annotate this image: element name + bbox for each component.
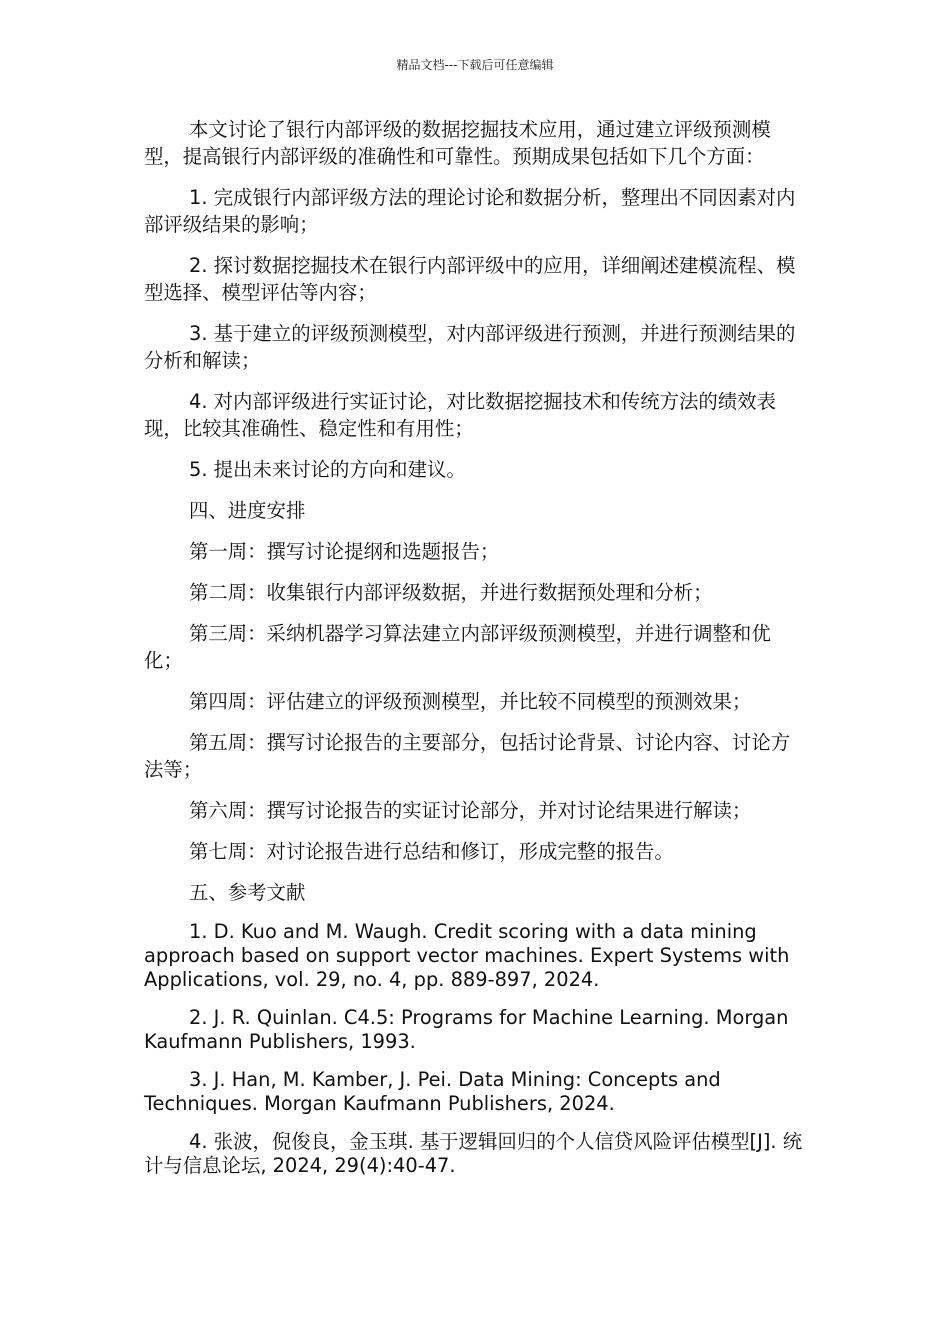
schedule-week-4: 第四周：评估建立的评级预测模型，并比较不同模型的预测效果； [189,690,752,713]
outcome-item-5: 5. 提出未来讨论的方向和建议。 [189,458,466,481]
schedule-week-3: 第三周：采纳机器学习算法建立内部评级预测模型，并进行调整和优化； [144,622,771,672]
document-body [144,116,809,1192]
reference-item-2: 2. J. R. Quinlan. C4.5: Programs for Machine Learning. Morgan Kaufmann Publishers, 1993. [144,1006,789,1053]
outcome-item-4: 4. 对内部评级进行实证讨论，对比数据挖掘技术和传统方法的绩效表现，比较其准确性、稳定性和有用性； [144,390,776,440]
schedule-week-6: 第六周：撰写讨论报告的实证讨论部分，并对讨论结果进行解读； [189,799,752,822]
reference-item-1: 1. D. Kuo and M. Waugh. Credit scoring with a data mining approach based on support vector machines. Expert Systems with Applications, vol. 29, no. 4, pp. 889-897, 2024. [144,920,790,991]
outcome-item-2: 2. 探讨数据挖掘技术在银行内部评级中的应用，详细阐述建模流程、模型选择、模型评估等内容； [144,254,796,304]
reference-item-3: 3. J. Han, M. Kamber, J. Pei. Data Mining: Concepts and Techniques. Morgan Kaufmann Publishers, 2024. [144,1068,721,1115]
section-heading-schedule: 四、进度安排 [189,499,306,522]
page-header: 精品文档---下载后可任意编辑 [396,58,554,72]
schedule-week-2: 第二周：收集银行内部评级数据，并进行数据预处理和分析； [189,581,713,604]
schedule-week-7: 第七周：对讨论报告进行总结和修订，形成完整的报告。 [189,840,674,863]
section-heading-references: 五、参考文献 [189,881,306,904]
outcome-item-3: 3. 基于建立的评级预测模型，对内部评级进行预测，并进行预测结果的分析和解读； [144,322,796,372]
schedule-week-1: 第一周：撰写讨论提纲和选题报告； [189,540,500,563]
paragraph-intro: 本文讨论了银行内部评级的数据挖掘技术应用，通过建立评级预测模型，提高银行内部评级的准确性和可靠性。预期成果包括如下几个方面： [144,118,771,168]
outcome-item-1: 1. 完成银行内部评级方法的理论讨论和数据分析，整理出不同因素对内部评级结果的影响； [144,186,796,236]
reference-item-4: 4. 张波，倪俊良，金玉琪. 基于逻辑回归的个人信贷风险评估模型[J]. 统计与信息论坛, 2024, 29(4):40-47. [144,1130,803,1177]
schedule-week-5: 第五周：撰写讨论报告的主要部分，包括讨论背景、讨论内容、讨论方法等； [144,731,791,781]
